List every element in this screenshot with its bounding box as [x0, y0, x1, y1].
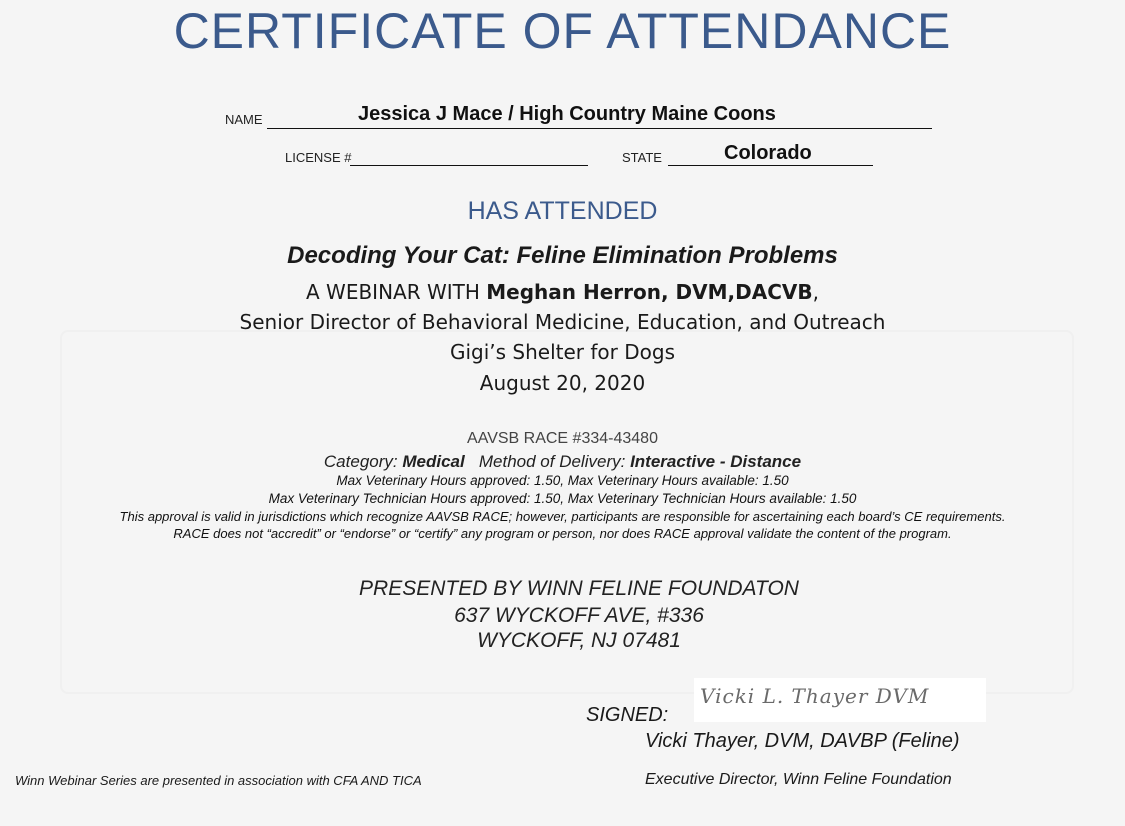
license-underline — [350, 147, 588, 166]
webinar-prefix: A WEBINAR WITH — [306, 280, 487, 304]
course-title: Decoding Your Cat: Feline Elimination Problems — [287, 242, 838, 269]
signature-handwriting: Vicki L. Thayer DVM — [700, 684, 930, 708]
race-note: RACE does not “accredit” or “endorse” or “certify” any program or person, nor does RACE approval validate the content of the program. — [173, 526, 952, 541]
state-value: Colorado — [724, 142, 812, 164]
category-line — [0, 452, 1125, 472]
delivery-value: Interactive - Distance — [630, 452, 802, 471]
approval-note: This approval is valid in jurisdictions which recognize AAVSB RACE; however, participants are responsible for ascertaining each board’s CE requirements. — [119, 509, 1006, 524]
has-attended-heading: HAS ATTENDED — [467, 197, 658, 225]
name-label: NAME — [225, 112, 263, 127]
delivery-label: Method of Delivery: — [478, 452, 631, 471]
certificate-title: CERTIFICATE OF ATTENDANCE — [173, 3, 952, 59]
tech-hours: Max Veterinary Technician Hours approved: 1.50, Max Veterinary Technician Hours available: 1.50 — [268, 491, 857, 506]
webinar-line — [0, 280, 1125, 304]
presenter-org: Gigi’s Shelter for Dogs — [449, 340, 675, 364]
name-value: Jessica J Mace / High Country Maine Coons — [358, 103, 776, 125]
vet-hours: Max Veterinary Hours approved: 1.50, Max Veterinary Hours available: 1.50 — [336, 473, 789, 488]
address-line-1: 637 WYCKOFF AVE, #336 — [454, 604, 704, 627]
signer-title: Executive Director, Winn Feline Foundation — [645, 771, 952, 788]
presenter-suffix: , — [812, 280, 819, 304]
presented-by: PRESENTED BY WINN FELINE FOUNDATON — [359, 577, 799, 600]
race-number: AAVSB RACE #334-43480 — [467, 430, 658, 447]
presenter-name: Meghan Herron, DVM,DACVB — [486, 280, 813, 304]
footer-note: Winn Webinar Series are presented in association with CFA AND TICA — [15, 773, 422, 788]
category-label: Category: — [323, 452, 403, 471]
address-line-2: WYCKOFF, NJ 07481 — [477, 629, 681, 652]
presenter-role: Senior Director of Behavioral Medicine, Education, and Outreach — [239, 310, 886, 334]
signed-label: SIGNED: — [586, 704, 669, 726]
license-label: LICENSE # — [285, 150, 352, 165]
event-date: August 20, 2020 — [479, 371, 646, 395]
signature-image — [694, 678, 986, 722]
state-label: STATE — [622, 150, 662, 165]
category-value: Medical — [402, 452, 465, 471]
signer-name: Vicki Thayer, DVM, DAVBP (Feline) — [645, 730, 960, 752]
